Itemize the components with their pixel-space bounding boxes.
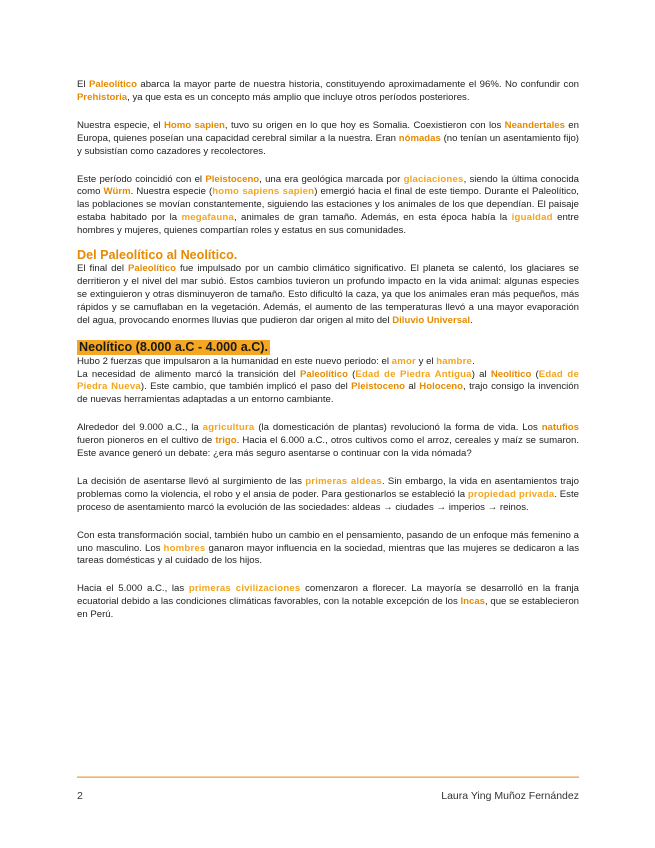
paragraph-paleolitico-intro: El Paleolítico abarca la mayor parte de nuestra historia, constituyendo aproximadamente el 96%. No confundir con Prehistoria, ya que esta es un concepto más amplio que incluye otros períodos posteriores. — [77, 79, 579, 103]
term-nomadas: nómadas — [398, 132, 441, 144]
footer-divider — [77, 777, 579, 778]
term-pleistoceno-2: Pleistoceno — [351, 381, 406, 393]
term-wurm: Würm — [103, 186, 131, 198]
paragraph-asentamiento: La decisión de asentarse llevó al surgimiento de las primeras aldeas. Sin embargo, la vida en asentamientos trajo problemas como la violencia, el robo y el ansia de poder. Para gestionarlos se estableció la propiedad privada. Este proceso de asentamiento marcó la evolución de las sociedades: aldeas → ciudades → imperios → reinos. — [77, 475, 579, 513]
paragraph-cambio-climatico: El final del Paleolítico fue impulsado por un cambio climático significativo. El planeta se calentó, los glaciares se derritieron y el nivel del mar subió. Estos cambios tuvieron un profundo impacto en la vida animal: algunas especies se extinguieron y otras disminuyeron de tamaño. Esto dificultó la caza, ya que los animales eran más pequeños, más rápidos y se camuflaban en la vegetación. Además, el aumento de las temperaturas llevó a una mayor evaporación del agua, provocando enormes lluvias que pudieron dar origen al mito del Diluvio Universal. — [77, 263, 579, 326]
term-paleolitico: Paleolítico — [88, 79, 137, 90]
term-homo-sapien: Homo sapien — [163, 119, 225, 131]
heading-paleolitico-neolitico: Del Paleolítico al Neolítico. — [77, 248, 238, 263]
heading-neolitico-wrap — [77, 336, 579, 356]
document-body — [77, 79, 579, 637]
term-diluvio-universal: Diluvio Universal — [392, 314, 471, 326]
heading-neolitico: Neolítico (8.000 a.C - 4.000 a.C). — [79, 339, 268, 354]
term-hambre: hambre — [436, 355, 473, 367]
paragraph-civilizaciones: Hacia el 5.000 a.C., las primeras civilizaciones comenzaron a florecer. La mayoría se desarrolló en la franja ecuatorial debido a las condiciones climáticas favorables, con la notable excepción de los Incas, que se establecieron en Perú. — [77, 583, 580, 621]
term-agricultura: agricultura — [202, 422, 255, 434]
term-neandertales: Neandertales — [504, 119, 565, 131]
term-holoceno: Holoceno — [419, 381, 464, 393]
term-igualdad: igualdad — [511, 212, 553, 224]
term-paleolitico-2: Paleolítico — [128, 263, 176, 275]
footer-author: Laura Ying Muñoz Fernández — [441, 790, 579, 802]
paragraph-transicion: La necesidad de alimento marcó la transición del Paleolítico (Edad de Piedra Antigua) al Neolítico (Edad de Piedra Nueva). Este cambio, que también implicó el paso del Pleistoceno al Holoceno, trajo consigo la invención de nuevas herramientas adaptadas a un entorno cambiante. — [77, 368, 579, 406]
paragraph-homo-sapien: Nuestra especie, el Homo sapien, tuvo su origen en lo que hoy es Somalia. Coexistieron con los Neandertales en Europa, quienes poseían una capacidad cerebral similar a la nuestra. Eran nómadas (no tenían un asentamiento fijo) y subsistían como cazadores y recolectores. — [77, 119, 579, 157]
term-megafauna: megafauna — [181, 212, 234, 224]
term-propiedad-privada: propiedad privada — [467, 488, 555, 500]
term-hombres: hombres — [163, 542, 206, 554]
term-trigo: trigo — [215, 435, 237, 447]
term-edad-piedra-antigua: Edad de Piedra Antigua — [355, 368, 472, 380]
paragraph-fuerzas: Hubo 2 fuerzas que impulsaron a la humanidad en este nuevo periodo: el amor y el hambre. — [77, 355, 475, 367]
term-natufios: natufios — [541, 422, 579, 434]
term-primeras-aldeas: primeras aldeas — [305, 475, 382, 487]
term-paleolitico-3: Paleolítico — [299, 368, 348, 380]
term-pleistoceno: Pleistoceno — [205, 173, 260, 185]
page-number: 2 — [77, 790, 83, 802]
term-amor: amor — [391, 355, 416, 367]
paragraph-pleistoceno: Este período coincidió con el Pleistoceno, una era geológica marcada por glaciaciones, siendo la última conocida como Würm. Nuestra especie (homo sapiens sapien) emergió hacia el final de este tiempo. Durante el Paleolítico, las poblaciones se movían constantemente, siguiendo las estaciones y los animales de los que dependían. El paisaje estaba habitado por la megafauna, animales de gran tamaño. Además, en esta época había la igualdad entre hombres y mujeres, quienes compartían roles y estatus en sus comunidades. — [77, 173, 580, 237]
term-homo-sapiens-sapien: homo sapiens sapien — [212, 186, 315, 198]
term-primeras-civilizaciones: primeras civilizaciones — [188, 583, 301, 595]
term-glaciaciones: glaciaciones — [403, 173, 464, 185]
paragraph-pensamiento: Con esta transformación social, también hubo un cambio en el pensamiento, pasando de un enfoque más femenino a uno masculino. Los hombres ganaron mayor influencia en la sociedad, mientras que las mujeres se dedicaron a las tareas domésticas y al cuidado de los hijos. — [77, 529, 580, 567]
term-edad-piedra-nueva: Edad de Piedra Nueva — [77, 368, 579, 393]
term-prehistoria: Prehistoria — [77, 91, 128, 103]
paragraph-agricultura: Alrededor del 9.000 a.C., la agricultura (la domesticación de plantas) revolucionó la forma de vida. Los natufios fueron pioneros en el cultivo de trigo. Hacia el 6.000 a.C., otros cultivos como el arroz, cereales y maíz se sumaron. Este avance generó un debate: ¿era más seguro asentarse o continuar con la vida nómada? — [77, 422, 579, 460]
term-neolitico: Neolítico — [490, 368, 532, 380]
term-incas: Incas — [460, 596, 485, 608]
